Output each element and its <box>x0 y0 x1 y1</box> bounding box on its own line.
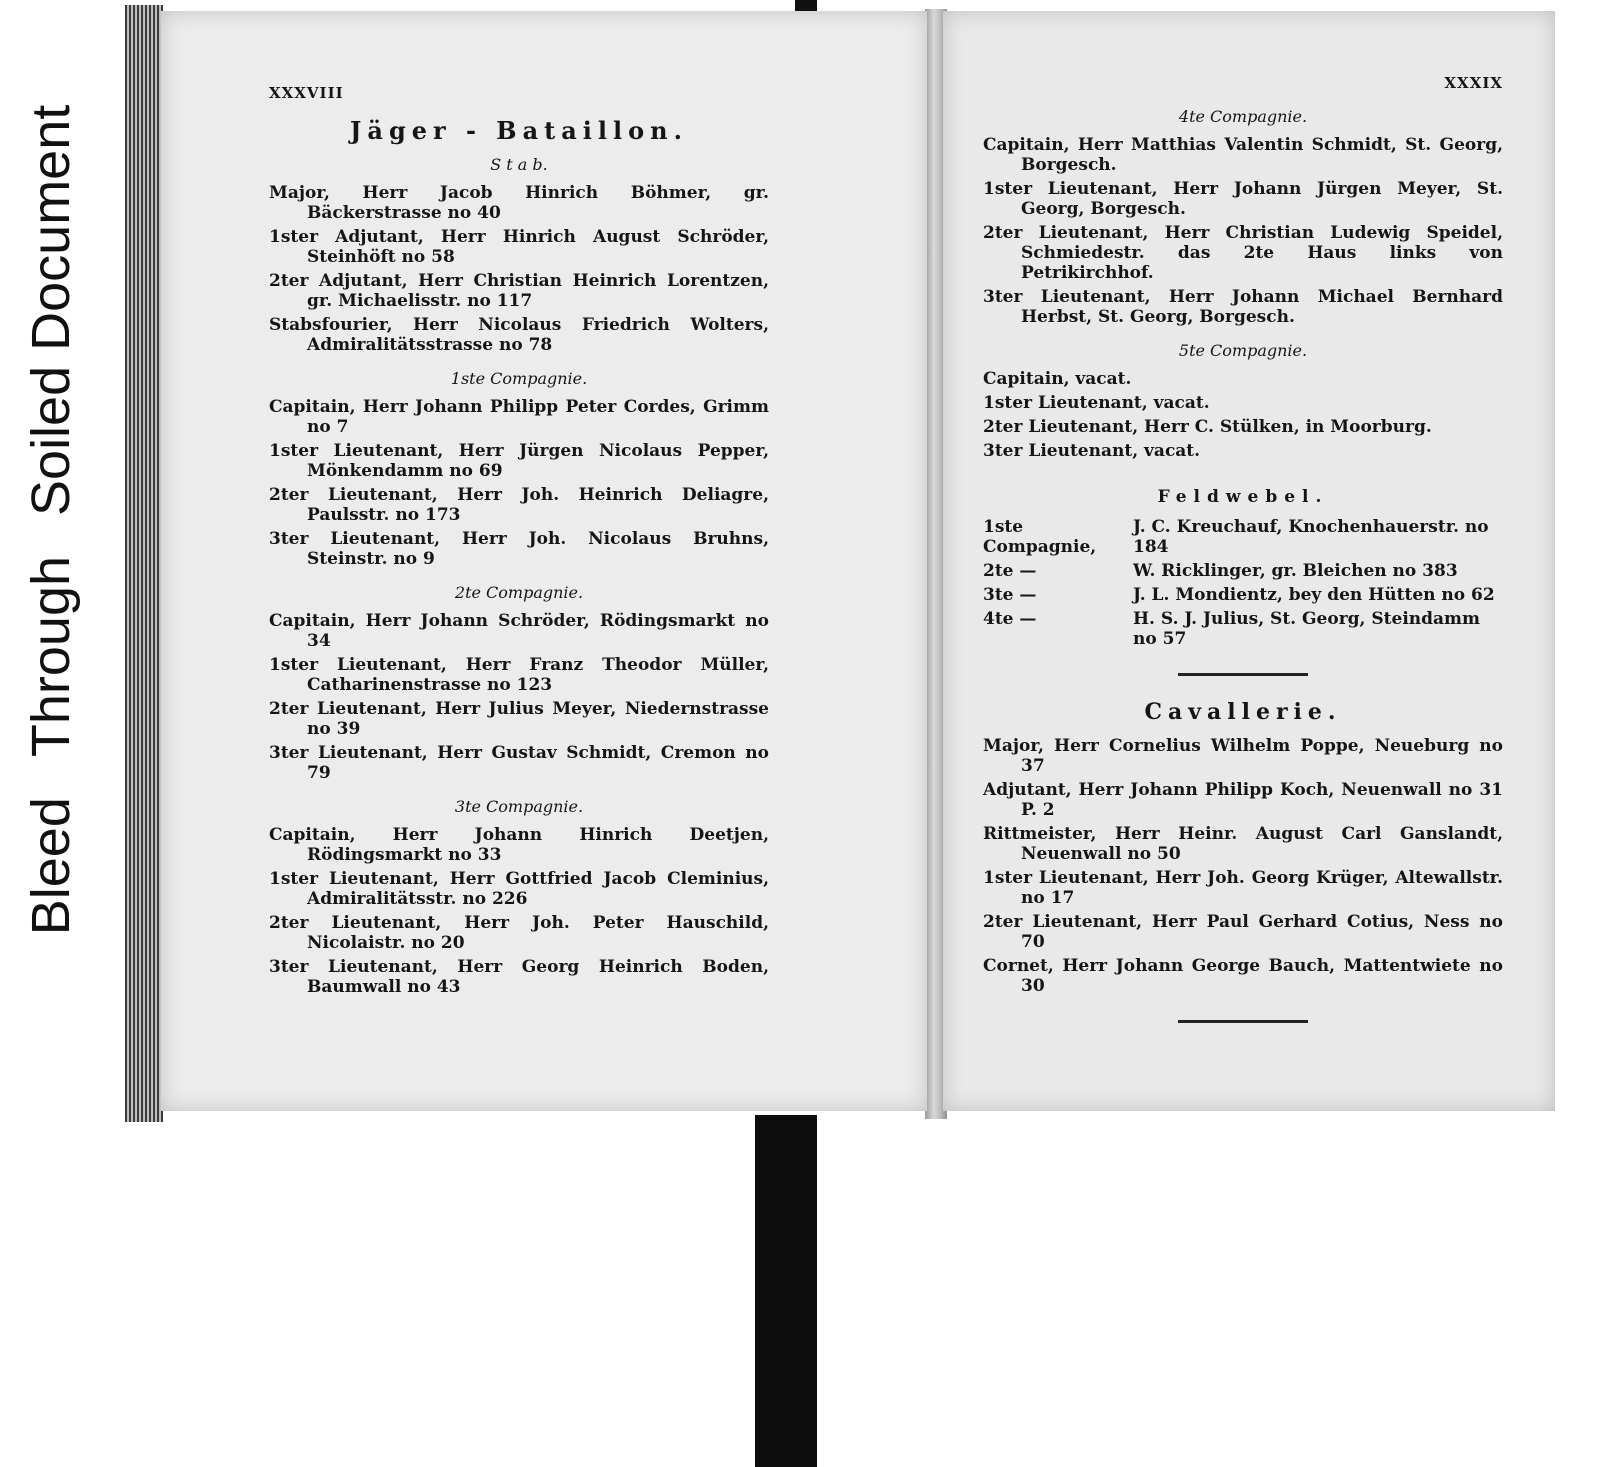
side-label-word-bleed: Bleed <box>21 797 81 936</box>
roster-entry: Capitain, Herr Johann Schröder, Rödingsmarkt no 34 <box>269 611 769 651</box>
section-heading: 5te Compagnie. <box>1178 341 1308 360</box>
roster-entry: 1ster Lieutenant, Herr Franz Theodor Müller, Catharinenstrasse no 123 <box>269 655 769 695</box>
right-page <box>943 11 1555 1111</box>
right-page-number: XXXIX <box>1444 74 1503 92</box>
feldwebel-name: W. Ricklinger, gr. Bleichen no 383 <box>1133 561 1458 581</box>
roster-entry: 3ter Lieutenant, Herr Joh. Nicolaus Bruhns, Steinstr. no 9 <box>269 529 769 569</box>
left-page <box>161 11 927 1111</box>
roster-entry: 2ter Lieutenant, Herr Christian Ludewig Speidel, Schmiedestr. das 2te Haus links von Petrikirchhof. <box>983 223 1503 283</box>
roster-entry: 1ster Lieutenant, Herr Johann Jürgen Meyer, St. Georg, Borgesch. <box>983 179 1503 219</box>
roster-entry: 1ster Lieutenant, Herr Jürgen Nicolaus Pepper, Mönkendamm no 69 <box>269 441 769 481</box>
bookmark-ribbon-bottom <box>755 1115 817 1467</box>
section-heading: 2te Compagnie. <box>454 583 584 602</box>
side-label <box>12 20 90 1020</box>
feldwebel-name: H. S. J. Julius, St. Georg, Steindamm no 57 <box>1133 609 1481 649</box>
roster-entry: 1ster Adjutant, Herr Hinrich August Schröder, Steinhöft no 58 <box>269 227 769 267</box>
feldwebel-list <box>983 517 1503 649</box>
section-heading: 3te Compagnie. <box>454 797 584 816</box>
side-label-word-soiled: Soiled Document <box>21 104 81 516</box>
cavallerie-entry: Adjutant, Herr Johann Philipp Koch, Neuenwall no 31 P. 2 <box>983 780 1503 820</box>
cavallerie-list <box>983 736 1503 996</box>
feldwebel-company: 2te — <box>983 561 1037 581</box>
right-page-content <box>983 73 1503 1049</box>
cavallerie-entry: Rittmeister, Herr Heinr. August Carl Ganslandt, Neuenwall no 50 <box>983 824 1503 864</box>
feldwebel-row <box>983 517 1503 557</box>
roster-entry: 3ter Lieutenant, Herr Johann Michael Bernhard Herbst, St. Georg, Borgesch. <box>983 287 1503 327</box>
roster-entry: Capitain, Herr Johann Philipp Peter Cordes, Grimm no 7 <box>269 397 769 437</box>
left-page-number: XXXVIII <box>269 84 344 102</box>
open-book <box>125 5 1503 1122</box>
roster-entry: 1ster Lieutenant, Herr Gottfried Jacob Cleminius, Admiralitätsstr. no 226 <box>269 869 769 909</box>
roster-entry: Major, Herr Jacob Hinrich Böhmer, gr. Bäckerstrasse no 40 <box>269 183 769 223</box>
page-edges <box>125 5 163 1122</box>
roster-entry: 1ster Lieutenant, vacat. <box>983 393 1210 413</box>
roster-entry: 2ter Adjutant, Herr Christian Heinrich Lorentzen, gr. Michaelisstr. no 117 <box>269 271 769 311</box>
roster-entry: Capitain, Herr Johann Hinrich Deetjen, Rödingsmarkt no 33 <box>269 825 769 865</box>
roster-entry: 2ter Lieutenant, Herr Julius Meyer, Niedernstrasse no 39 <box>269 699 769 739</box>
roster-entry: 3ter Lieutenant, Herr Gustav Schmidt, Cremon no 79 <box>269 743 769 783</box>
feldwebel-title: Feldwebel. <box>1157 487 1329 507</box>
cavallerie-entry: Major, Herr Cornelius Wilhelm Poppe, Neueburg no 37 <box>983 736 1503 776</box>
divider-rule <box>1178 673 1308 676</box>
side-label-word-through: Through <box>21 555 81 758</box>
feldwebel-company: 3te — <box>983 585 1037 605</box>
feldwebel-company: 4te — <box>983 609 1037 629</box>
roster-entry: Capitain, vacat. <box>983 369 1132 389</box>
right-sections <box>983 107 1503 461</box>
left-page-title: Jäger - Bataillon. <box>350 116 688 145</box>
roster-entry: 2ter Lieutenant, Herr Joh. Heinrich Deliagre, Paulsstr. no 173 <box>269 485 769 525</box>
section-heading: S t a b. <box>490 155 548 174</box>
cavallerie-title: Cavallerie. <box>1144 699 1342 725</box>
cavallerie-entry: Cornet, Herr Johann George Bauch, Mattentwiete no 30 <box>983 956 1503 996</box>
roster-entry: Stabsfourier, Herr Nicolaus Friedrich Wolters, Admiralitätsstrasse no 78 <box>269 315 769 355</box>
section-heading: 4te Compagnie. <box>1178 107 1308 126</box>
divider-rule-bottom <box>1178 1020 1308 1023</box>
roster-entry: 2ter Lieutenant, Herr C. Stülken, in Moorburg. <box>983 417 1432 437</box>
left-page-content <box>269 83 769 1001</box>
section-heading: 1ste Compagnie. <box>450 369 588 388</box>
roster-entry: Capitain, Herr Matthias Valentin Schmidt, St. Georg, Borgesch. <box>983 135 1503 175</box>
roster-entry: 3ter Lieutenant, vacat. <box>983 441 1201 461</box>
feldwebel-name: J. C. Kreuchauf, Knochenhauerstr. no 184 <box>1133 517 1489 557</box>
cavallerie-entry: 2ter Lieutenant, Herr Paul Gerhard Cotius, Ness no 70 <box>983 912 1503 952</box>
feldwebel-row <box>983 585 1503 605</box>
roster-entry: 2ter Lieutenant, Herr Joh. Peter Hauschild, Nicolaistr. no 20 <box>269 913 769 953</box>
feldwebel-row <box>983 561 1503 581</box>
cavallerie-entry: 1ster Lieutenant, Herr Joh. Georg Krüger, Altewallstr. no 17 <box>983 868 1503 908</box>
feldwebel-name: J. L. Mondientz, bey den Hütten no 62 <box>1133 585 1495 605</box>
feldwebel-row <box>983 609 1503 649</box>
feldwebel-company: 1ste Compagnie, <box>983 517 1097 557</box>
roster-entry: 3ter Lieutenant, Herr Georg Heinrich Boden, Baumwall no 43 <box>269 957 769 997</box>
left-sections <box>269 155 769 997</box>
